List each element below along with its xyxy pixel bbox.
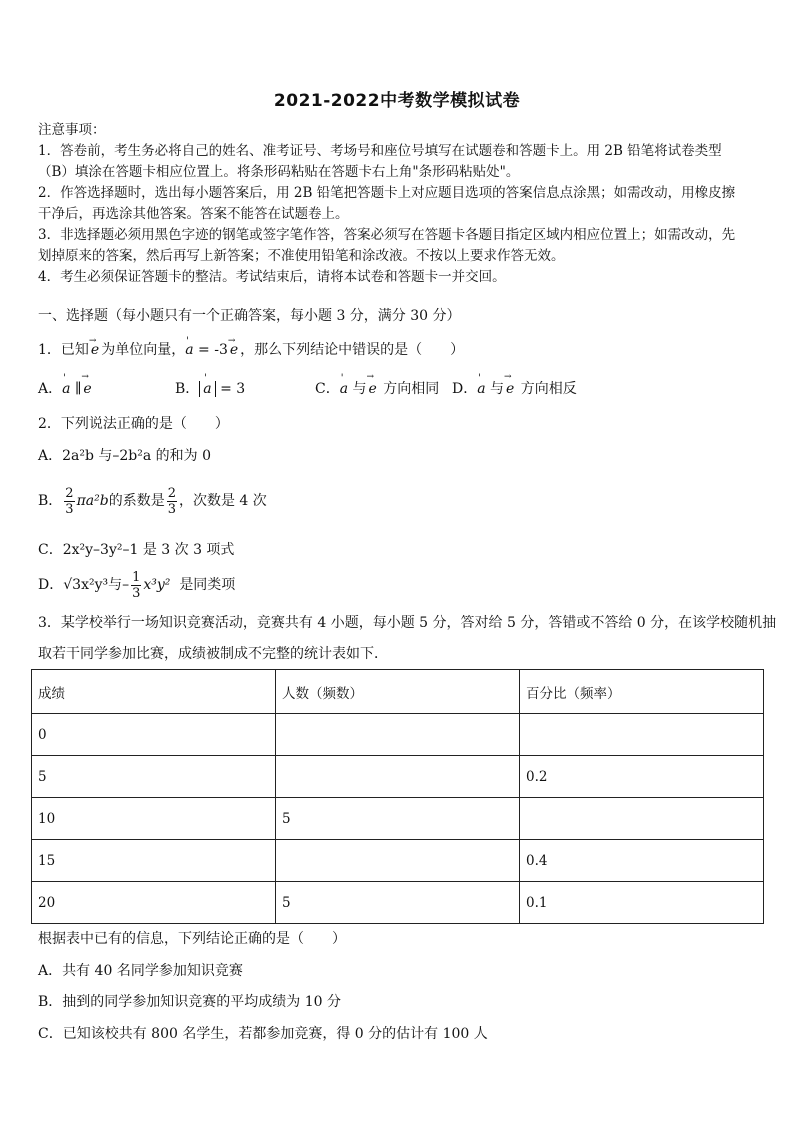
q1-eq: = -3 xyxy=(193,342,228,358)
vector-a: ' a xyxy=(477,381,485,397)
table-cell: 0.2 xyxy=(520,756,764,798)
q3-option-c[interactable]: C．已知该校共有 800 名学生，若都参加竞赛，得 0 分的估计有 100 人 xyxy=(38,1026,488,1042)
table-cell: 0 xyxy=(32,714,276,756)
option-d-tail: 是同类项 xyxy=(179,577,236,593)
table-header-cell: 成绩 xyxy=(32,670,276,714)
q1-prefix: 1．已知 xyxy=(38,342,89,358)
notice-line-5: 3．非选择题必须用黑色字迹的钢笔或签字笔作答，答案必须写在答题卡各题目指定区域内相应位置上；如需改动，先 xyxy=(38,227,736,243)
section-heading-choice: 一、选择题（每小题只有一个正确答案，每小题 3 分，满分 30 分） xyxy=(38,308,461,324)
q2-option-a[interactable]: A．2a²b 与–2b²a 的和为 0 xyxy=(38,448,212,464)
q1-option-c[interactable] xyxy=(315,378,439,398)
table-cell: 5 xyxy=(276,882,520,924)
table-cell: 0.1 xyxy=(520,882,764,924)
table-row xyxy=(32,756,764,798)
option-c-mid: 与 xyxy=(352,381,367,397)
fraction-two-thirds xyxy=(167,486,177,517)
vector-e: → e xyxy=(228,340,240,360)
q1-stem xyxy=(38,340,464,360)
q3-after-table: 根据表中已有的信息，下列结论正确的是（ ） xyxy=(38,931,346,947)
page-title: 2021-2022中考数学模拟试卷 xyxy=(273,91,521,111)
frac-den: 3 xyxy=(132,585,141,601)
q1-mid2: ，那么下列结论中错误的是（ ） xyxy=(240,342,465,358)
frac-num: 2 xyxy=(167,485,176,501)
vector-a: ' a xyxy=(203,381,211,397)
option-b-mid: 的系数是 xyxy=(108,493,165,509)
vector-a: ' a xyxy=(185,340,193,360)
table-row xyxy=(32,714,764,756)
q2-option-c[interactable]: C．2x²y–3y²–1 是 3 次 3 项式 xyxy=(38,542,235,558)
table-header-row xyxy=(32,670,764,714)
notice-line-2: （B）填涂在答题卡相应位置上。将条形码粘贴在答题卡右上角"条形码粘贴处"。 xyxy=(38,164,520,180)
option-label: B． xyxy=(38,493,63,509)
option-label: A． xyxy=(38,381,63,397)
option-label: B． xyxy=(175,381,200,397)
q1-option-b[interactable] xyxy=(175,378,245,398)
fraction-two-thirds xyxy=(64,486,74,517)
q3-stem-line-1: 3．某学校举行一场知识竞赛活动，竞赛共有 4 小题，每小题 5 分，答对给 5 分，答错或不答给 0 分，在该学校随机抽 xyxy=(38,615,777,631)
option-d-mid: 与 xyxy=(490,381,505,397)
table-cell: 20 xyxy=(32,882,276,924)
q2-option-d[interactable] xyxy=(38,568,235,602)
frac-num: 1 xyxy=(132,569,141,585)
table-cell: 0.4 xyxy=(520,840,764,882)
table-row xyxy=(32,798,764,840)
notice-line-4: 干净后，再选涂其他答案。答案不能答在试题卷上。 xyxy=(38,206,349,222)
option-b-tail: ，次数是 4 次 xyxy=(178,493,267,509)
option-d-tail: 方向相反 xyxy=(520,381,577,397)
table-cell: 5 xyxy=(276,798,520,840)
vector-e: → e xyxy=(89,340,101,360)
q3-stem-line-2: 取若干同学参加比赛，成绩被制成不完整的统计表如下． xyxy=(38,646,388,662)
q1-mid1: 为单位向量， xyxy=(101,342,186,358)
q2-option-b[interactable] xyxy=(38,484,267,518)
fraction-one-third xyxy=(131,570,141,601)
table-cell xyxy=(276,756,520,798)
table-cell xyxy=(520,714,764,756)
table-row xyxy=(32,840,764,882)
parallel-symbol: ∥ xyxy=(74,381,82,397)
option-label: D． xyxy=(452,381,478,397)
term-pi-a2b: πa²b xyxy=(76,493,109,509)
vector-e: → e xyxy=(367,381,379,397)
q1-option-d[interactable] xyxy=(452,378,577,398)
notice-line-1: 1．答卷前，考生务必将自己的姓名、准考证号、考场号和座位号填写在试题卷和答题卡上。用 2B 铅笔将试卷类型 xyxy=(38,143,722,159)
frac-num: 2 xyxy=(65,485,74,501)
table-cell: 10 xyxy=(32,798,276,840)
table-header-cell: 人数（频数） xyxy=(276,670,520,714)
frac-den: 3 xyxy=(65,501,74,517)
term-x2y3: x²y³ xyxy=(81,577,109,593)
notice-line-7: 4．考生必须保证答题卡的整洁。考试结束后，请将本试卷和答题卡一并交回。 xyxy=(38,269,506,285)
q3-option-a[interactable]: A．共有 40 名同学参加知识竞赛 xyxy=(38,963,243,979)
sqrt-three: √3 xyxy=(63,577,82,593)
notice-heading: 注意事项： xyxy=(38,122,106,138)
option-b-rhs: = 3 xyxy=(220,381,246,397)
vector-e: → e xyxy=(81,381,93,397)
table-cell xyxy=(276,714,520,756)
table-cell: 15 xyxy=(32,840,276,882)
term-x3y2: x³y² xyxy=(143,577,171,593)
table-row xyxy=(32,882,764,924)
notice-line-3: 2．作答选择题时，选出每小题答案后，用 2B 铅笔把答题卡上对应题目选项的答案信息点涂黑；如需改动，用橡皮擦 xyxy=(38,185,736,201)
q1-option-a[interactable] xyxy=(38,378,94,398)
table-cell xyxy=(276,840,520,882)
q3-option-b[interactable]: B．抽到的同学参加知识竞赛的平均成绩为 10 分 xyxy=(38,994,342,1010)
frac-den: 3 xyxy=(167,501,176,517)
option-d-mid: 与– xyxy=(108,577,130,593)
table-cell xyxy=(520,798,764,840)
option-c-tail: 方向相同 xyxy=(383,381,440,397)
vector-a: ' a xyxy=(62,381,70,397)
q1-options xyxy=(38,378,758,400)
q2-stem: 2．下列说法正确的是（ ） xyxy=(38,416,229,432)
notice-line-6: 划掉原来的答案，然后再写上新答案；不准使用铅笔和涂改液。不按以上要求作答无效。 xyxy=(38,248,565,264)
table-cell: 5 xyxy=(32,756,276,798)
score-stats-table xyxy=(31,669,764,924)
abs-bars xyxy=(199,381,215,397)
option-label: C． xyxy=(315,381,340,397)
option-label: D． xyxy=(38,577,64,593)
vector-a: ' a xyxy=(340,381,348,397)
table-header-cell: 百分比（频率） xyxy=(520,670,764,714)
vector-e: → e xyxy=(504,381,516,397)
